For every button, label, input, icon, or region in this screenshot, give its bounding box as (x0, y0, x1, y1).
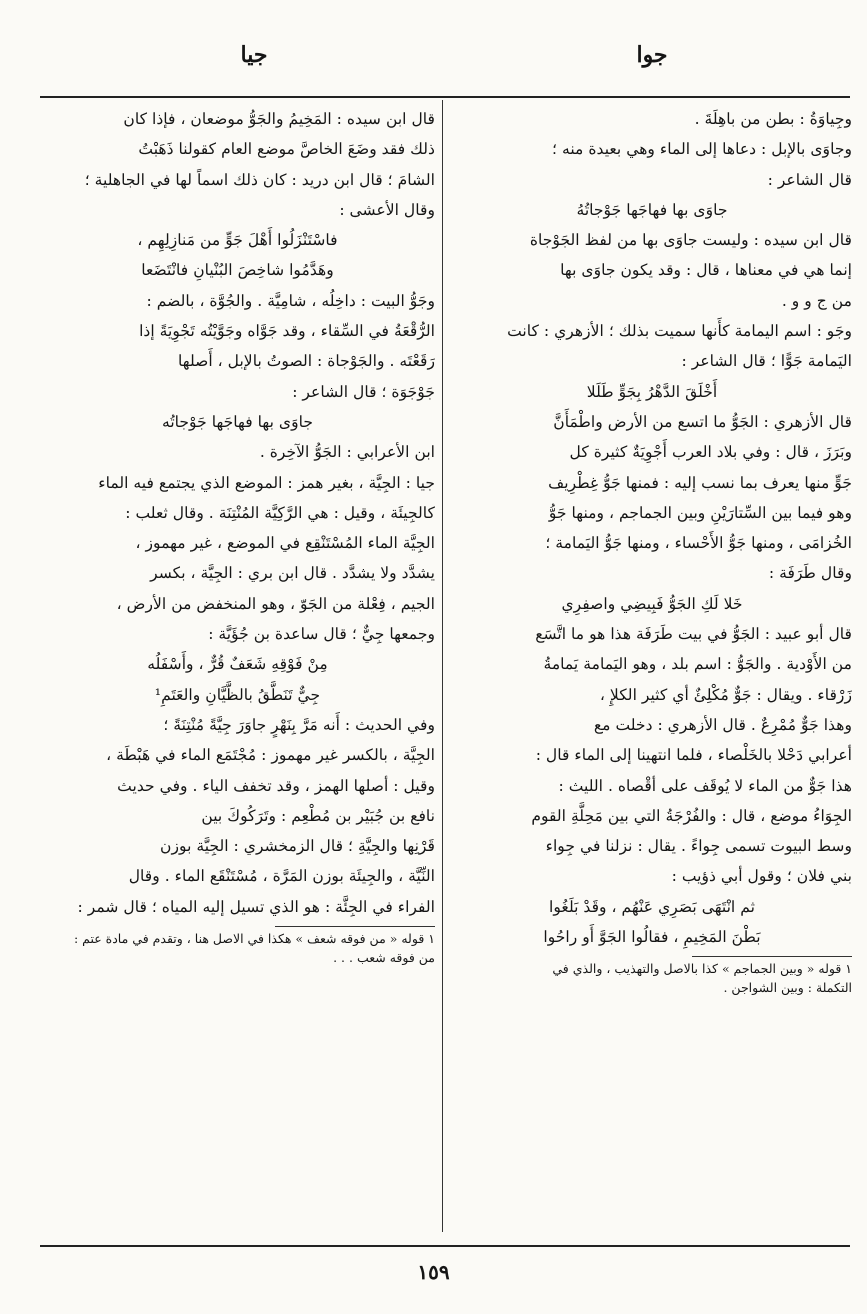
text-line: وسط البيوت تسمى جِواءً . يقال : نزلنا في جِواء (545, 837, 852, 856)
text-line: اليَمامة جَوًّا ؛ قال الشاعر : (681, 352, 852, 371)
verse-line: أَخْلَقَ الدَّهْرُ بِجَوٍّ طَلَلا (586, 382, 718, 401)
page-number: ١٥٩ (417, 1260, 450, 1284)
text-line: جَوٍّ منها يعرف بما نسب إليه : فمنها جَوُّ غِطْرِيف (548, 473, 852, 492)
text-line: الفراء في الجِئَّة : هو الذي تسيل إليه المياه ؛ قال شمر : (77, 897, 435, 916)
text-line: النِّيَّة ، والجِيئَة بوزن المَرَّة ، مُسْتَنْقَع الماء . وقال (128, 867, 435, 886)
text-line: الجِوَاءُ موضع ، قال : والفُرْجَةُ التي بين مَحِلَّةِ القوم (531, 806, 852, 825)
text-line: رَقَعْتَه . والجَوْجاة : الصوتُ بالإبل ، أَصلها (178, 352, 435, 371)
text-line: وقيل : أصلها الهمز ، وقد تخفف الياء . وفي حديث (117, 776, 435, 795)
text-line: وهذا جَوٌّ مُمْرِعٌ . قال الأزهري : دخلت مع (593, 715, 852, 734)
text-line: الرُّقْعَةُ في السِّقاء ، وقد جَوَّاه وجَوَّيْتُه تَجْوِيَةً إذا (139, 322, 435, 341)
text-line: من الأَوْدية . والجَوُّ : اسم بلد ، وهو اليَمامة يَمامةُ (543, 655, 852, 674)
text-line: كالجِيئَة ، وقيل : هي الرَّكِيَّة المُنْتِنَة . وقال ثعلب : (125, 503, 435, 522)
text-line: جَوْجَوَة ؛ قال الشاعر : (292, 382, 435, 401)
entry-head-line: جيا : الجِيَّة ، بغير همز : الموضع الذي يجتمع فيه الماء (98, 473, 435, 492)
text-line: هذا جَوٌّ من الماء لا يُوقَف على أقْصاه . الليث : (558, 776, 852, 795)
verse-line: جِيٌّ تَنَطَّقُ بالظَّيَّانِ والعَتَمِ¹ (154, 685, 321, 704)
text-line: قال أبو عبيد : الجَوُّ في بيت طَرَفَة هذا هو ما اتَّسَع (535, 625, 852, 644)
text-line: ابن الأعرابي : الجَوُّ الآخِرة . (259, 443, 435, 462)
header-right-word: جوا (636, 42, 668, 68)
footnote-line: ١ قوله « من فوقه شعف » هكذا في الاصل هنا ، وتقدم في مادة عتم : (73, 931, 435, 947)
verse-line: فاسْتَنْزَلُوا أَهْلَ جَوٍّ من مَنازِلِهِم ، (137, 231, 338, 250)
verse-line: جاوَى بها فهاجَها جَوْجاتُهُ (576, 200, 728, 219)
text-line: وجَوُّ البيت : داخِلُه ، شامِيَّة . والجُوَّة ، بالضم : (146, 291, 435, 310)
text-line: قال الشاعر : (767, 170, 852, 189)
text-line: وبَرَزَ ، قال : وفي بلاد العرب أَجْوِيَةٌ كثيرة كل (569, 443, 852, 462)
text-line: نافع بن جُبَيْر بن مُطْعِم : وتَرَكُوكَ بين (201, 806, 435, 825)
text-line: بني فلان ؛ وقول أبي ذؤيب : (671, 867, 852, 886)
text-line: أعرابي دَحْلا بالخَلْصاء ، فلما انتهينا إلى الماء قال : (535, 746, 852, 765)
text-line: الشامَ ؛ قال ابن دريد : كان ذلك اسماً لها في الجاهلية ؛ (84, 170, 435, 189)
verse-line: خَلا لَكِ الجَوُّ فَبِيضِي واصفِرِي (561, 594, 743, 613)
text-line: وفي الحديث : أَنه مَرَّ بِنَهْرٍ جاوَرَ جِيَّةً مُنْتِنَةً ؛ (163, 715, 435, 734)
verse-line: ثم انْتَهَى بَصَرِي عَنْهُم ، وقَدْ بَلَغُوا (549, 897, 755, 916)
text-line: الجِيَّة الماء المُسْتَنْقِع في الموضع ، غير مهموز ، (135, 534, 435, 553)
left-column (40, 104, 435, 967)
text-line: زَرْقاء . ويقال : جَوٌّ مُكْلِئٌ أي كثير الكلإِ ، (599, 685, 852, 704)
text-line: من ج و و . (781, 291, 852, 310)
text-line: قَرْنِها والجِيَّةِ ؛ قال الزمخشري : الجِيَّة بوزن (160, 837, 435, 856)
footnote-rule (692, 956, 852, 957)
text-line: وهو فيما بين السِّتارَيْنِ وبين الجماجم ، ومنها جَوُّ (548, 503, 852, 522)
column-separator (442, 100, 443, 1232)
text-line: وقال طَرَفَة : (768, 564, 852, 583)
verse-line: مِنْ فَوْقِهِ شَعَفٌ قُرٌّ ، وأَسْفَلُه (147, 655, 328, 674)
right-column (452, 104, 852, 997)
text-line: وجِياوَةُ : بطن من باهِلَةَ . (694, 110, 852, 128)
verse-line: وهَدَّمُوا شاخِصَ البُنْيانِ فانْتَضَعا (141, 261, 334, 280)
verse-line: بَطْنَ المَخِيمِ ، فقالُوا الجَوَّ أَو راحُوا (543, 928, 761, 947)
footnote-line: التكملة : وبين الشواجن . (723, 980, 852, 996)
text-line: الخُزامَى ، ومنها جَوُّ الأَحْساء ، ومنها جَوُّ اليَمامة ؛ (545, 534, 852, 553)
text-line: وجاوَى بالإبل : دعاها إلى الماء وهي بعيدة منه ؛ (552, 140, 852, 159)
text-line: الجِيَّة ، بالكسر غير مهموز : مُجْتَمَع الماء في هَبْطَة ، (106, 746, 435, 765)
text-line: قال ابن سيده : وليست جاوَى بها من لفظ الجَوْجاة (529, 231, 852, 250)
text-line: قال ابن سيده : المَخِيمُ والجَوُّ موضعان ، فإذا كان (123, 110, 435, 128)
footnote-line: من فوقه شعب . . . (333, 950, 435, 966)
text-line: قال الأزهري : الجَوُّ ما اتسع من الأرض واطْمَأَنَّ (553, 412, 852, 431)
text-line: الجيم ، فِعْلة من الجَوّ ، وهو المنخفض من الأرض ، (116, 594, 435, 613)
text-line: إنما هي في معناها ، قال : وقد يكون جاوَى بها (560, 261, 852, 280)
header-left-word: جيا (240, 42, 268, 68)
text-line: ذلك فقد وضَعَ الخاصَّ موضع العام كقولنا ذَهَبْتُ (138, 140, 435, 159)
verse-line: جاوَى بها فهاجَها جَوْجاتُه (161, 412, 314, 431)
text-line: وجمعها جِيٌّ ؛ قال ساعدة بن جُؤَيَّة : (208, 625, 435, 644)
top-rule (40, 96, 850, 98)
footnote-rule (275, 926, 435, 927)
footnote-line: ١ قوله « وبين الجماجم » كذا بالاصل والتهذيب ، والذي في (552, 961, 852, 977)
text-line: وجَو : اسم اليمامة كأَنها سميت بذلك ؛ الأزهري : كانت (507, 322, 852, 341)
text-line: وقال الأعشى : (339, 200, 435, 219)
text-line: يشدَّد ولا يشدَّد . قال ابن بري : الجِيَّة ، بكسر (150, 564, 435, 583)
bottom-rule (40, 1245, 850, 1247)
